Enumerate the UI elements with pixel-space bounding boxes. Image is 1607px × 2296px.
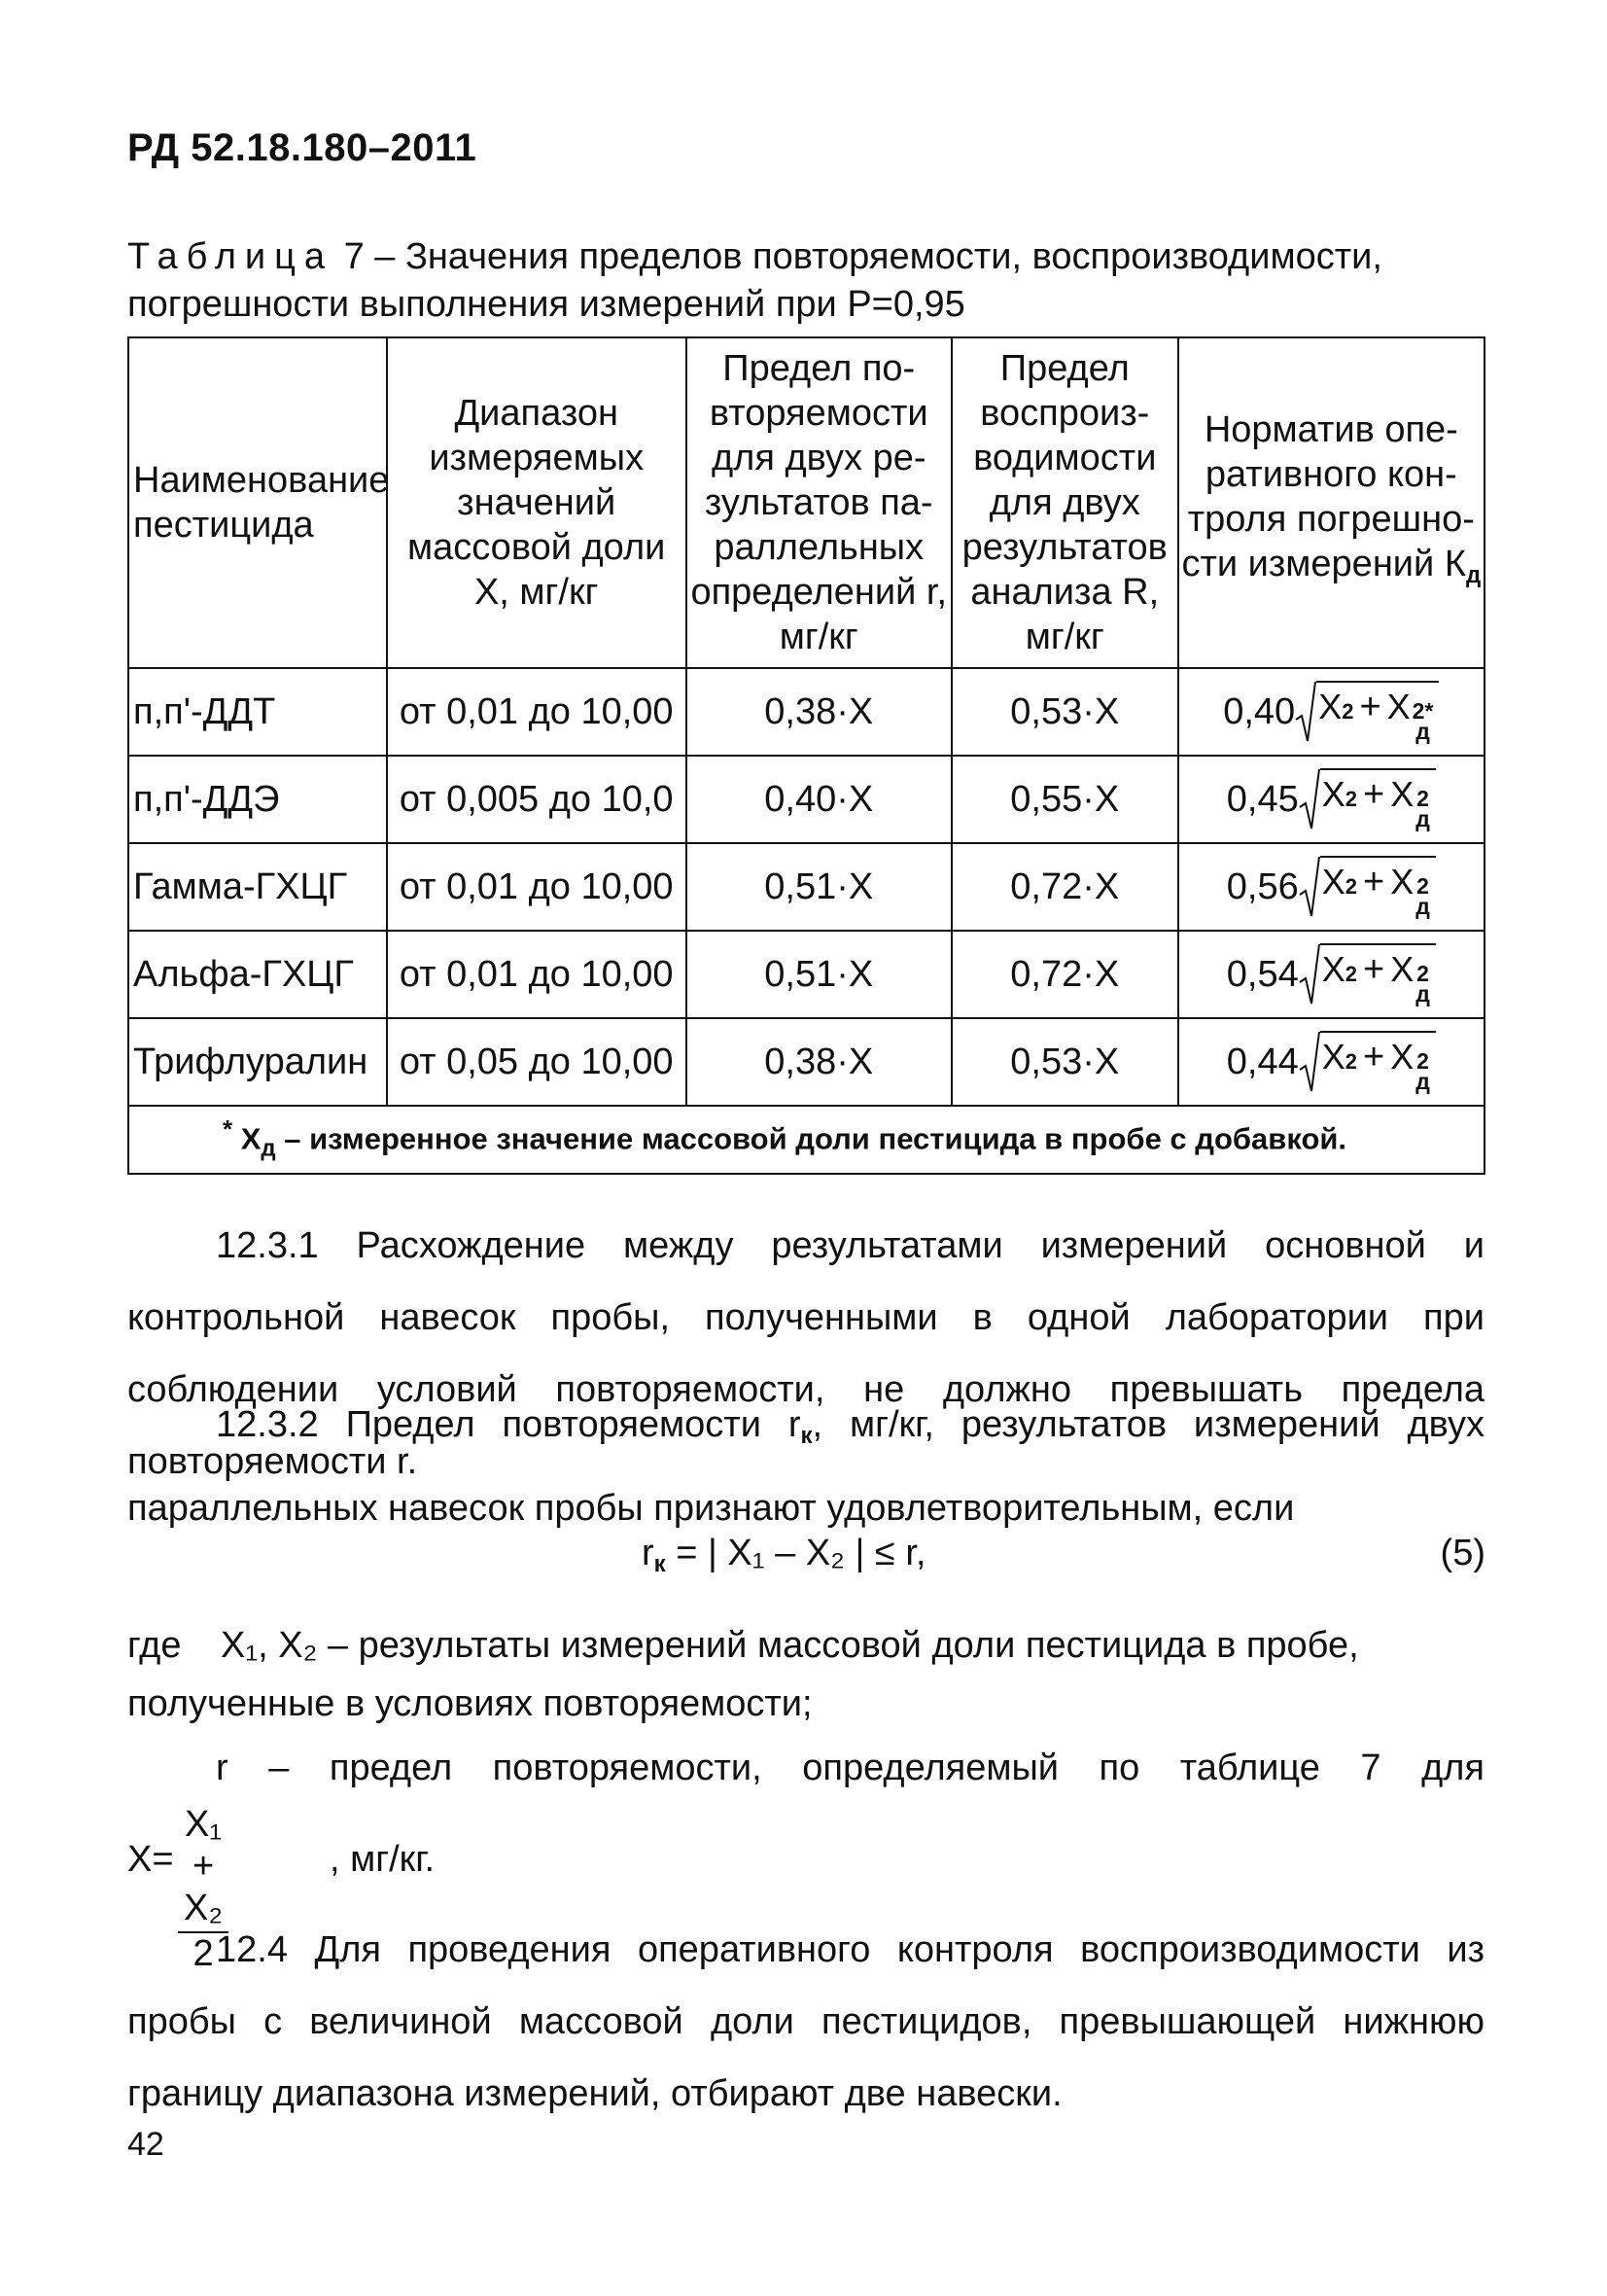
cell-reproducibility: 0,53·X	[952, 668, 1178, 756]
cell-pesticide-name: п,п'-ДДЭ	[128, 756, 387, 843]
norm-formula	[1227, 856, 1436, 918]
x-unit: , мг/кг.	[330, 1839, 436, 1880]
formula-xd-sub: д	[1415, 719, 1430, 744]
formula-x: X	[1321, 862, 1345, 901]
formula-exp: 2	[1345, 787, 1358, 811]
equation-5	[642, 1533, 926, 1578]
formula-xd-sub: д	[1415, 894, 1430, 919]
formula-exp: 2	[1345, 962, 1358, 986]
cell-reproducibility: 0,53·X	[952, 1018, 1178, 1106]
cell-norm-formula	[1178, 756, 1485, 843]
footnote-star: *	[223, 1116, 233, 1145]
table-row	[128, 931, 1485, 1018]
formula-xd-exp-val: 2	[1416, 961, 1429, 986]
where-line-2: r – предел повторяемости, определяемый по таблице 7 для	[216, 1748, 1485, 1788]
formula-plus: +	[1359, 687, 1381, 727]
sqrt-icon	[1299, 768, 1320, 830]
fraction-numerator: X₁ + X₂	[178, 1804, 228, 1933]
formula-xd-sub: д	[1415, 806, 1430, 831]
formula-radicand	[1320, 1031, 1436, 1093]
cell-repeatability: 0,38·X	[686, 1018, 952, 1106]
sqrt-icon	[1299, 1031, 1320, 1093]
formula-radical	[1299, 768, 1436, 830]
formula-radicand	[1320, 943, 1436, 1006]
formula-supsub	[1412, 698, 1434, 744]
footnote-symbol: X	[240, 1121, 262, 1156]
paragraph-12-3-1: 12.3.1 Расхождение между результатами измерений основной и контрольной навесок пробы, полученными в одной лаборатории при соблюдении условий повторяемости, не должно превышать предела повторяемости r.	[127, 1225, 1485, 1482]
cell-norm-formula	[1178, 843, 1485, 931]
cell-repeatability: 0,51·X	[686, 931, 952, 1018]
equation-number: (5)	[1440, 1533, 1485, 1573]
footnote-symbol-sub: д	[261, 1135, 276, 1162]
cell-range: от 0,01 до 10,00	[387, 843, 686, 931]
formula-xd-sub: д	[1415, 981, 1430, 1007]
formula-coefficient: 0,40	[1223, 690, 1296, 732]
equation-rhs: = | X₁ – X₂ | ≤ r,	[665, 1533, 926, 1573]
formula-x: X	[1321, 1037, 1345, 1077]
formula-coefficient: 0,56	[1226, 865, 1299, 907]
formula-star: *	[1424, 698, 1434, 724]
where-line-1: X₁, X₂ – результаты измерений массовой доли пестицида в пробе, полученные в условиях повторяемости;	[127, 1625, 1359, 1724]
formula-xd: X	[1390, 862, 1415, 901]
cell-range: от 0,01 до 10,00	[387, 931, 686, 1018]
formula-xd: X	[1390, 1037, 1415, 1077]
formula-xd: X	[1390, 949, 1415, 989]
table-caption-number: 7	[343, 236, 365, 277]
cell-norm-formula	[1178, 931, 1485, 1018]
paragraph-12-3-2	[127, 1389, 1485, 1544]
table-header-row	[128, 337, 1485, 668]
formula-radicand	[1320, 856, 1436, 918]
x-eq: X=	[127, 1839, 174, 1880]
cell-repeatability: 0,38·X	[686, 668, 952, 756]
formula-exp: 2	[1342, 699, 1354, 724]
paragraph-12-3-2-start: 12.3.2 Предел повторяемости r	[216, 1404, 801, 1445]
formula-plus: +	[1363, 1037, 1385, 1077]
paragraph-12-3-2-rest: , мг/кг, результатов измерений двух параллельных навесок пробы признают удовлетворительным, если	[127, 1404, 1485, 1529]
cell-repeatability: 0,51·X	[686, 843, 952, 931]
formula-x: X	[1321, 774, 1345, 814]
cell-reproducibility: 0,72·X	[952, 931, 1178, 1018]
formula-supsub	[1415, 786, 1430, 831]
formula-radicand	[1316, 681, 1439, 743]
page-number: 42	[127, 2126, 164, 2163]
formula-xd-exp-val: 2	[1416, 873, 1429, 899]
document-code: РД 52.18.180–2011	[127, 126, 477, 169]
formula-xd: X	[1390, 774, 1415, 814]
formula-x: X	[1321, 949, 1345, 989]
table-row	[128, 1018, 1485, 1106]
limits-table	[127, 336, 1485, 1175]
formula-radical	[1299, 856, 1436, 918]
table-caption-text: – Значения пределов повторяемости, воспроизводимости, погрешности выполнения измерений при Р=0,95	[127, 236, 1382, 325]
norm-formula	[1227, 1031, 1436, 1093]
equation-lhs: r	[642, 1533, 654, 1573]
formula-plus: +	[1363, 774, 1385, 815]
header-norm	[1178, 337, 1485, 668]
header-range: Диапазон измеряемых значений массовой доли Х, мг/кг	[387, 337, 686, 668]
cell-reproducibility: 0,72·X	[952, 843, 1178, 931]
table-footnote	[128, 1106, 1485, 1174]
sqrt-icon	[1299, 856, 1320, 918]
formula-coefficient: 0,45	[1226, 778, 1299, 820]
formula-supsub	[1415, 961, 1430, 1007]
formula-radical	[1299, 1031, 1436, 1093]
sqrt-icon	[1295, 681, 1316, 743]
cell-pesticide-name: Альфа-ГХЦГ	[128, 931, 387, 1018]
table-caption-label: Таблица	[127, 236, 333, 277]
formula-x: X	[1318, 687, 1343, 726]
footnote-text: – измеренное значение массовой доли пестицида в пробе с добавкой.	[275, 1121, 1347, 1156]
cell-pesticide-name: Трифлуралин	[128, 1018, 387, 1106]
cell-range: от 0,05 до 10,00	[387, 1018, 686, 1106]
table-row	[128, 756, 1485, 843]
paragraph-12-4: 12.4 Для проведения оперативного контроля воспроизводимости из пробы с величиной массовой доли пестицидов, превышающей нижнюю границу диапазона измерений, отбирают две навески.	[127, 1929, 1485, 2114]
cell-range: от 0,005 до 10,0	[387, 756, 686, 843]
formula-supsub	[1415, 873, 1430, 919]
norm-formula	[1223, 681, 1439, 743]
norm-formula	[1227, 943, 1436, 1006]
formula-xd-sub: д	[1415, 1069, 1430, 1094]
cell-norm-formula	[1178, 1018, 1485, 1106]
table-caption	[127, 233, 1488, 329]
formula-plus: +	[1363, 949, 1385, 990]
fraction-denominator: 2	[192, 1933, 214, 1974]
formula-xd-exp-val: 2	[1412, 698, 1425, 724]
norm-formula	[1227, 768, 1436, 830]
formula-plus: +	[1363, 862, 1385, 902]
formula-xd-exp-val: 2	[1416, 786, 1429, 811]
cell-range: от 0,01 до 10,00	[387, 668, 686, 756]
formula-coefficient: 0,54	[1226, 953, 1299, 995]
formula-radical	[1299, 943, 1436, 1006]
formula-radicand	[1320, 768, 1436, 830]
equation-lhs-sub: к	[653, 1551, 666, 1577]
where-word: где	[127, 1625, 182, 1666]
cell-repeatability: 0,40·X	[686, 756, 952, 843]
cell-norm-formula	[1178, 668, 1485, 756]
formula-xd-exp-val: 2	[1416, 1048, 1429, 1074]
header-norm-sub: д	[1465, 562, 1482, 588]
formula-coefficient: 0,44	[1226, 1041, 1299, 1082]
header-norm-text: Норматив опе-ративного кон-троля погрешно-сти измерений К	[1181, 409, 1475, 584]
cell-pesticide-name: п,п'-ДДТ	[128, 668, 387, 756]
table-row	[128, 843, 1485, 931]
formula-radical	[1295, 681, 1439, 743]
sqrt-icon	[1299, 943, 1320, 1006]
formula-xd: X	[1386, 687, 1411, 726]
formula-exp: 2	[1345, 1049, 1358, 1074]
cell-pesticide-name: Гамма-ГХЦГ	[128, 843, 387, 931]
header-repeatability: Предел по-вторяемости для двух ре-зультатов па-раллельных определений r, мг/кг	[686, 337, 952, 668]
table-row	[128, 668, 1485, 756]
formula-supsub	[1415, 1048, 1430, 1094]
header-reproducibility: Предел воспроиз-водимости для двух результатов анализа R, мг/кг	[952, 337, 1178, 668]
paragraph-12-3-2-sub: к	[800, 1423, 813, 1449]
cell-reproducibility: 0,55·X	[952, 756, 1178, 843]
formula-exp: 2	[1345, 874, 1358, 899]
table-footnote-row	[128, 1106, 1485, 1174]
where-clause	[127, 1616, 1485, 1733]
header-pesticide-name: Наименование пестицида	[128, 337, 387, 668]
